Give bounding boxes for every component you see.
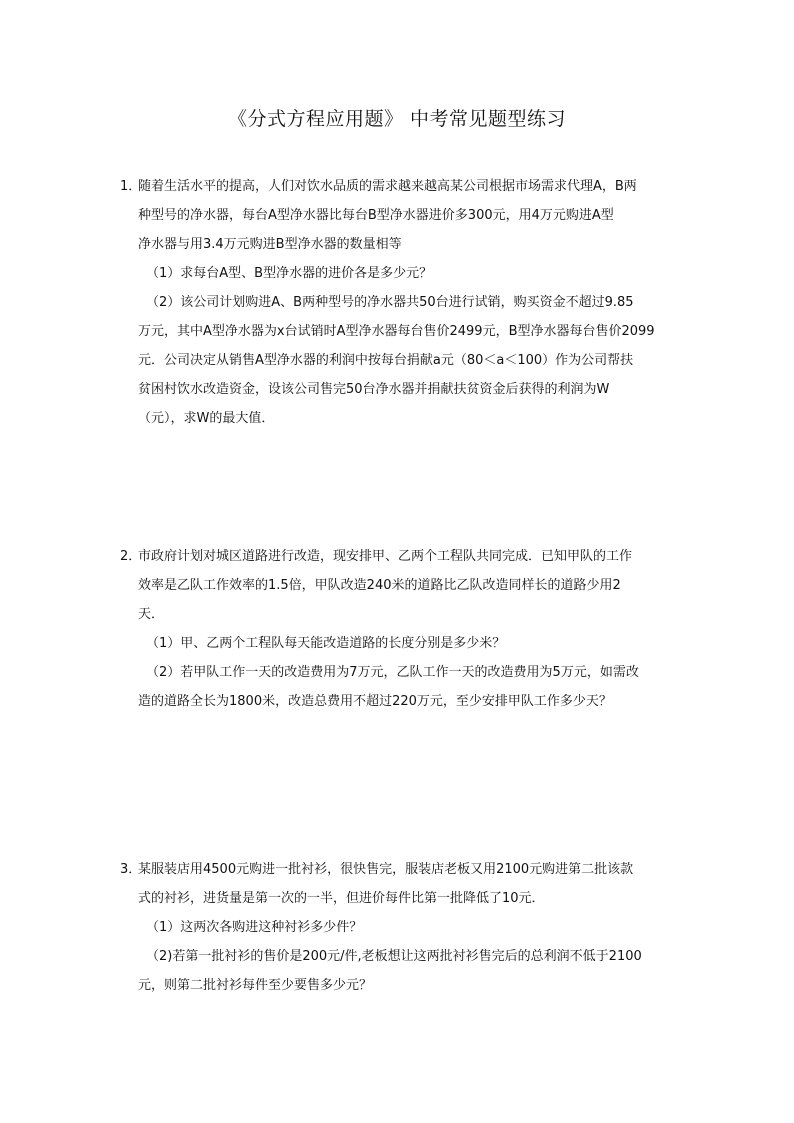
problem-3-number: 3． bbox=[120, 862, 142, 877]
problem-3-part-2-line: （2)若第一批衬衫的售价是200元/件,老板想让这两批衬衫售完后的总利润不低于2100 bbox=[146, 949, 642, 964]
problem-1-stem-line: 净水器与用3.4万元购进B型净水器的数量相等 bbox=[138, 237, 402, 252]
problem-2-part-2-line: （2）若甲队工作一天的改造费用为7万元，乙队工作一天的改造费用为5万元，如需改 bbox=[146, 665, 639, 680]
problem-2-stem-line: 效率是乙队工作效率的1.5倍，甲队改造240米的道路比乙队改造同样长的道路少用2 bbox=[138, 578, 621, 593]
problem-1-part-2-line: （元），求W的最大值． bbox=[138, 411, 275, 426]
problem-1 bbox=[120, 172, 720, 433]
problem-1-part-2-line: （2）该公司计划购进A、B两种型号的净水器共50台进行试销，购买资金不超过9.85 bbox=[146, 295, 634, 310]
problem-1-part-1: （1）求每台A型、B型净水器的进价各是多少元？ bbox=[146, 266, 433, 281]
problem-3-stem-line: 式的衬衫，进货量是第一次的一半，但进价每件比第一批降低了10元． bbox=[138, 891, 545, 906]
problem-3 bbox=[120, 855, 720, 1000]
problem-2 bbox=[120, 542, 720, 716]
problem-3-stem-line: 3．某服装店用4500元购进一批衬衫，很快售完，服装店老板又用2100元购进第二批该款 bbox=[120, 855, 720, 884]
document-title: 《分式方程应用题》 中考常见题型练习 bbox=[227, 108, 567, 130]
problem-1-part-2-line: 元．公司决定从销售A型净水器的利润中按每台捐献a元（80＜a＜100）作为公司帮扶 bbox=[138, 353, 634, 368]
problem-3-part-1: （1）这两次各购进这种衬衫多少件？ bbox=[146, 920, 363, 935]
problem-1-stem-line: 种型号的净水器，每台A型净水器比每台B型净水器进价多300元，用4万元购进A型 bbox=[138, 208, 614, 223]
problem-2-number: 2． bbox=[120, 549, 142, 564]
problem-2-part-2-line: 造的道路全长为1800米，改造总费用不超过220万元，至少安排甲队工作多少天？ bbox=[138, 694, 612, 709]
problem-1-part-2-line: 万元，其中A型净水器为x台试销时A型净水器每台售价2499元，B型净水器每台售价2099 bbox=[138, 324, 655, 339]
problem-1-part-2-line: 贫困村饮水改造资金，设该公司售完50台净水器并捐献扶贫资金后获得的利润为W bbox=[138, 382, 610, 397]
problem-2-stem-line: 2．市政府计划对城区道路进行改造，现安排甲、乙两个工程队共同完成．已知甲队的工作 bbox=[120, 542, 720, 571]
problem-1-number: 1． bbox=[120, 179, 142, 194]
problem-2-stem-line: 天． bbox=[138, 607, 165, 622]
problem-3-part-2-line: 元，则第二批衬衫每件至少要售多少元？ bbox=[138, 978, 373, 993]
problem-1-stem-line: 1．随着生活水平的提高，人们对饮水品质的需求越来越高某公司根据市场需求代理A，B两 bbox=[120, 172, 720, 201]
problem-2-part-1: （1）甲、乙两个工程队每天能改造道路的长度分别是多少米？ bbox=[146, 636, 506, 651]
